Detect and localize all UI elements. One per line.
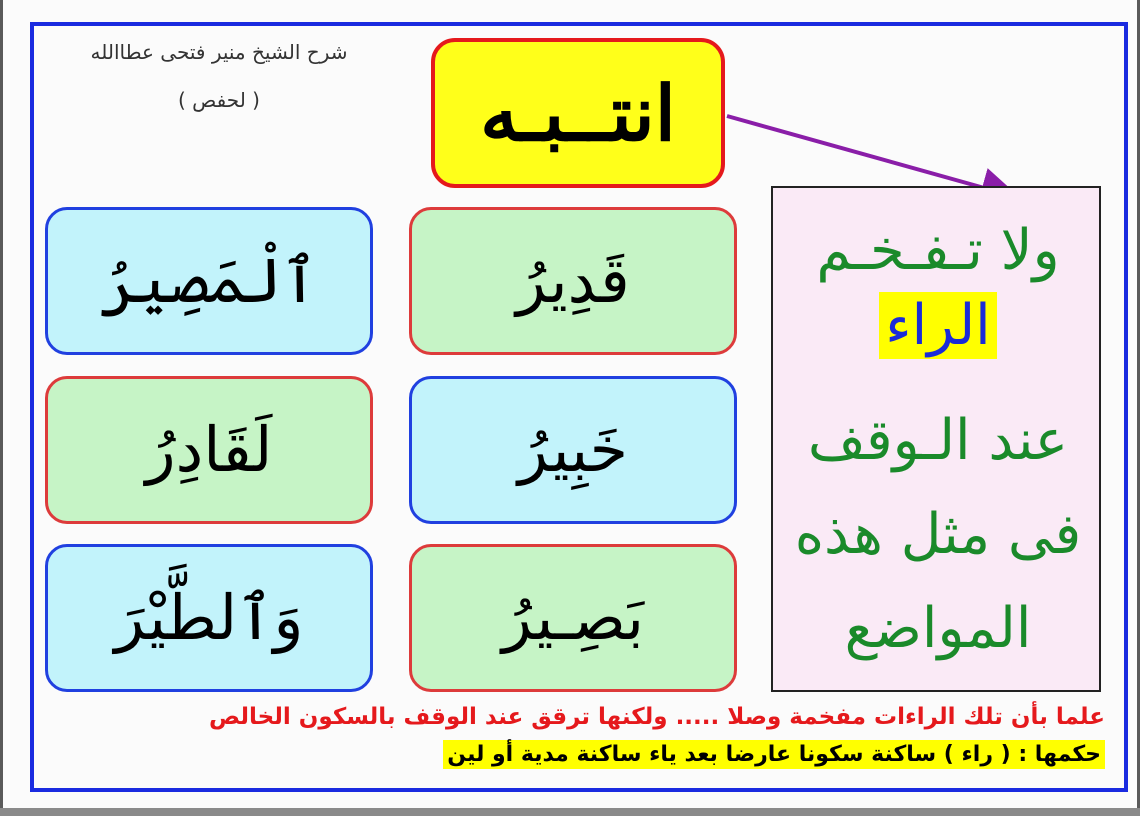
- word-card-qadir: [409, 207, 737, 355]
- word-card-waltayr: [45, 544, 373, 692]
- rule-highlight-wrap: [773, 292, 1103, 359]
- title-text: انتــبـه: [480, 68, 676, 158]
- word-card-khabir: [409, 376, 737, 524]
- word-card-laqadir: [45, 376, 373, 524]
- note-line-1: علما بأن تلك الراءات مفخمة وصلا ..... ولكنها ترقق عند الوقف بالسكون الخالص: [209, 704, 1105, 730]
- title-box: [431, 38, 725, 188]
- word-qadir: قَدِيرُ: [516, 243, 630, 317]
- rule-line-3: عند الـوقف: [807, 408, 1069, 473]
- rule-line-4: فى مثل هذه: [794, 502, 1082, 567]
- word-card-almasir: [45, 207, 373, 355]
- rule-box: [771, 186, 1101, 692]
- rule-line-2-highlight: الراء: [879, 292, 996, 359]
- word-card-basir: [409, 544, 737, 692]
- credit-author: شرح الشيخ منير فتحى عطاالله: [90, 40, 348, 64]
- word-waltayr: وَٱلطَّيْرَ: [114, 580, 304, 654]
- credit-riwaya: ( لحفص ): [178, 88, 260, 112]
- word-laqadir: لَقَادِرُ: [145, 412, 273, 486]
- rule-line-1: ولا تـفـخـم: [816, 218, 1060, 283]
- note-line-2-highlight: حكمها : ( راء ) ساكنة سكونا عارضا بعد ياء ساكنة مدية أو لين: [443, 740, 1105, 769]
- word-basir: بَصِـيرُ: [501, 580, 645, 654]
- rule-line-5: المواضع: [844, 596, 1032, 661]
- word-khabir: خَبِيرُ: [518, 412, 628, 486]
- word-almasir: ٱلْمَصِيرُ: [100, 243, 318, 317]
